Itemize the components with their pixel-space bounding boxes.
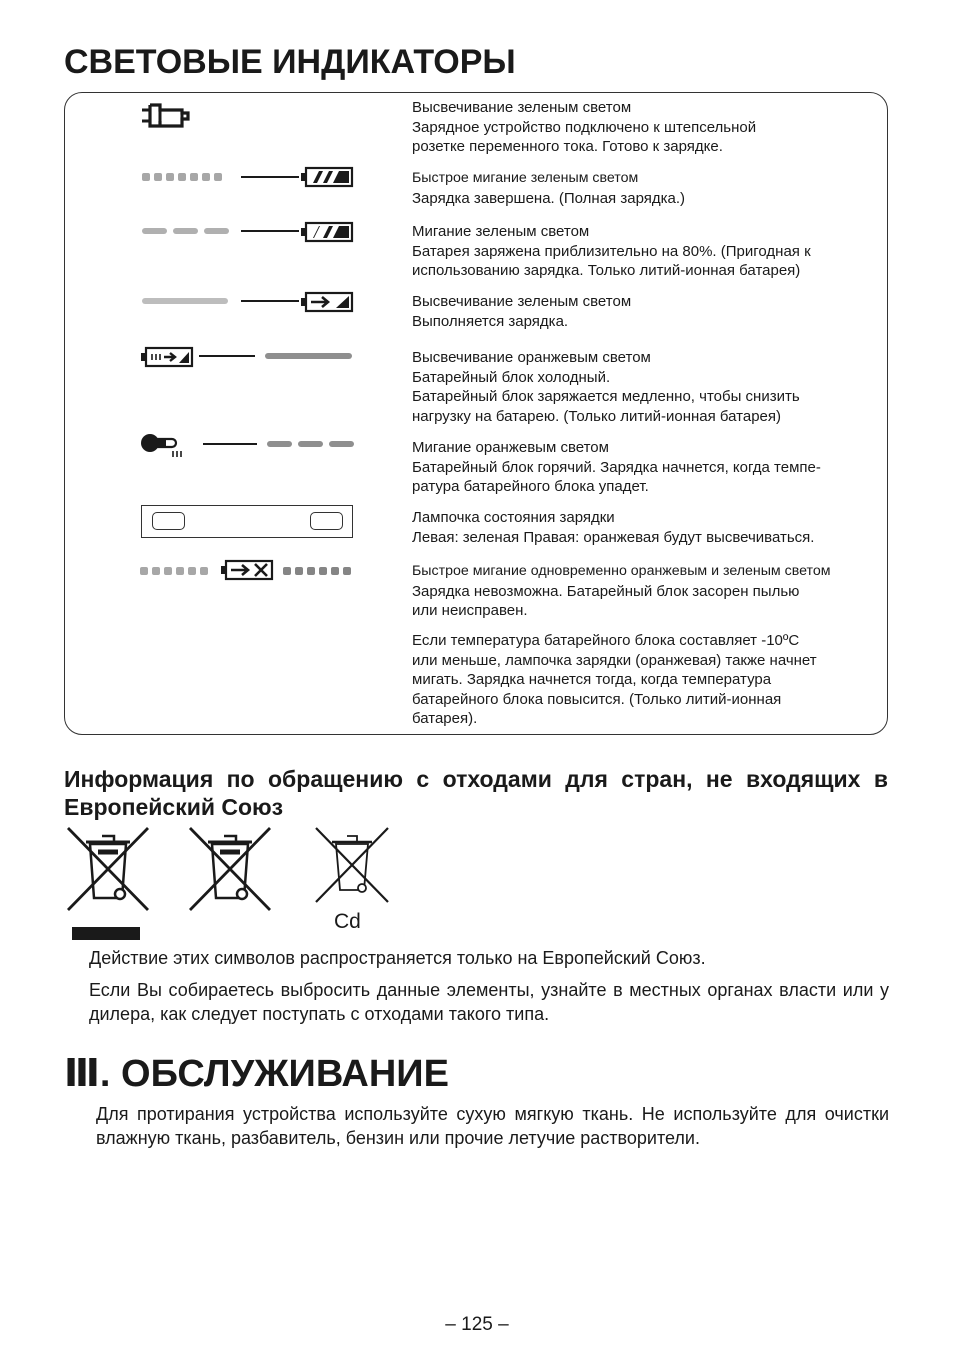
section-title-maintenance: Ⅲ. ОБСЛУЖИВАНИЕ — [64, 1053, 449, 1095]
maintenance-paragraph: Для протирания устройства используйте сухую мягкую ткань. Не используйте для очистки влажную ткань, разбавитель, бензин или прочие летучие растворители. — [96, 1104, 889, 1148]
left-lamp-green — [152, 512, 185, 530]
section-title-indicators: СВЕТОВЫЕ ИНДИКАТОРЫ — [64, 43, 516, 81]
connector-line — [241, 300, 299, 302]
battery-error-icon — [220, 559, 274, 581]
solid-green-indicator — [142, 298, 228, 304]
cold-battery-icon — [140, 346, 194, 368]
charge-status-lamps — [141, 505, 353, 538]
row8-description: Быстрое мигание одновременно оранжевым и зеленым светом Зарядка невозможна. Батарейный блок засорен пылью или неисправен. — [412, 563, 831, 619]
waste-paragraph-1: Действие этих символов распространяется только на Европейский Союз. — [89, 948, 706, 968]
row9-description: Если температура батарейного блока составляет -10ºC или меньше, лампочка зарядки (оранжевая) также начнет мигать. Зарядка начнется тогда, когда температура батарейного блока повысится. (Только литий-ионная батарея). — [412, 632, 817, 727]
row2-description: Быстрое мигание зеленым светом Зарядка завершена. (Полная зарядка.) — [412, 170, 686, 207]
row6-description: Мигание оранжевым светом Батарейный блок горячий. Зарядка начнется, когда темпе- ратура батарейного блока упадет. — [412, 439, 821, 495]
crossed-bin-icon — [186, 824, 274, 916]
crossed-bin-icon — [312, 824, 392, 906]
page-number: – 125 – — [445, 1314, 509, 1335]
row3-description: Мигание зеленым светом Батарея заряжена приблизительно на 80%. (Пригодная к использованию зарядка. Только литий-ионная батарея) — [412, 223, 811, 279]
crossed-bin-icon — [64, 824, 152, 916]
connector-line — [241, 176, 299, 178]
connector-line — [199, 355, 255, 357]
fast-blink-green-indicator — [283, 567, 351, 575]
waste-paragraph-2: Если Вы собираетесь выбросить данные элементы, узнайте в местных органах власти или у дилера, как следует поступать с отходами такого типа. — [89, 980, 889, 1024]
connector-line — [203, 443, 257, 445]
row7-description: Лампочка состояния зарядки Левая: зеленая Правая: оранжевая будут высвечиваться. — [412, 509, 815, 546]
black-bar — [72, 927, 140, 940]
waste-section-title: Информация по обращению с отходами для стран, не входящих в Европейский Союз — [64, 766, 888, 820]
battery-full-icon — [300, 166, 354, 188]
battery-80-icon — [300, 221, 354, 243]
plug-icon — [140, 101, 192, 131]
battery-charging-icon — [300, 291, 354, 313]
cd-label: Cd — [334, 910, 361, 933]
solid-orange-indicator — [265, 353, 352, 359]
row1-description: Высвечивание зеленым светом Зарядное устройство подключено к штепсельной розетке переменного тока. Готово к зарядке. — [412, 99, 757, 155]
blink-green-indicator — [142, 228, 229, 234]
right-lamp-orange — [310, 512, 343, 530]
blink-orange-indicator — [267, 441, 354, 447]
row4-description: Высвечивание зеленым светом Выполняется зарядка. — [412, 293, 632, 330]
row5-description: Высвечивание оранжевым светом Батарейный блок холодный. Батарейный блок заряжается медленно, чтобы снизить нагрузку на батарею. (Только литий-ионная батарея) — [412, 349, 800, 425]
fast-blink-orange-indicator — [140, 567, 208, 575]
fast-blink-green-indicator — [142, 173, 222, 181]
thermometer-icon — [140, 432, 200, 460]
connector-line — [241, 230, 299, 232]
